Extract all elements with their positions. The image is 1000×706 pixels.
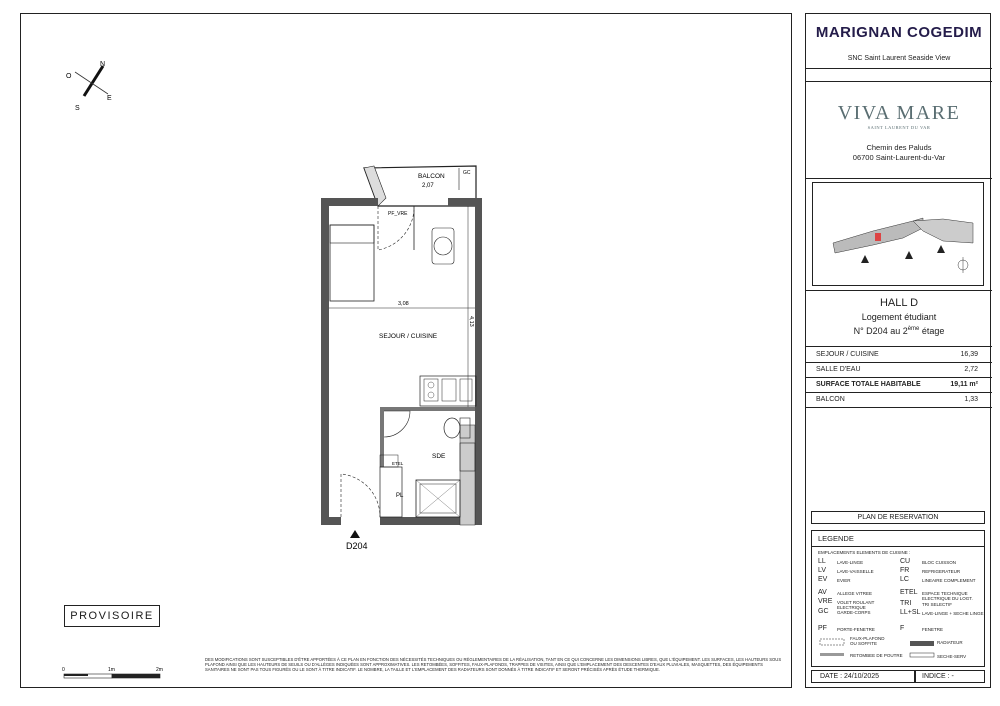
brand-left: MARIGNAN: [815, 24, 903, 41]
etel-label: ETEL: [392, 461, 404, 466]
compass-icon: [66, 61, 112, 112]
compass-e: E: [107, 95, 112, 102]
scale-bar: [62, 667, 163, 678]
company-name: SNC Saint Laurent Seaside View: [847, 55, 951, 62]
compass-o: O: [66, 73, 72, 80]
hall-title: HALL D: [879, 297, 919, 309]
walls: [321, 198, 482, 525]
keymap-drawing: [813, 183, 983, 285]
legend-title: LEGENDE: [818, 534, 854, 543]
surface-total-row: SURFACE TOTALE HABITABLE 19,11 m²: [816, 381, 978, 388]
title-block: [805, 13, 991, 688]
compass-n: N: [100, 61, 106, 68]
brand-logo: [806, 24, 992, 41]
balcony: [364, 166, 476, 217]
divider: [806, 68, 992, 69]
pf-label: PF_VRE: [388, 211, 408, 217]
legend-faux-plafond: FAUX-PLAFOND OU SOFFITE: [850, 636, 885, 646]
balcony-area: 2,07: [422, 183, 434, 189]
divider: [806, 290, 992, 291]
surface-row: BALCON 1,33: [816, 396, 978, 403]
plan-reservation-label: PLAN DE RESERVATION: [811, 511, 985, 524]
gc-label: GC: [463, 170, 471, 176]
lot-number: N° D204 au 2ème étage: [853, 326, 945, 336]
project-logo-sub: SAINT LAURENT DU VAR: [867, 125, 931, 130]
lot-type: Logement étudiant: [861, 312, 937, 322]
surface-row: SALLE D'EAU 2,72: [816, 366, 978, 373]
dim-height: 4,13: [468, 316, 474, 327]
scale-1: 1m: [108, 667, 115, 673]
indice-field: INDICE : -: [915, 670, 985, 683]
divider: [806, 346, 992, 347]
lot-label: D204: [346, 541, 368, 551]
scale-0: 0: [62, 667, 65, 673]
provisoire-stamp: PROVISOIRE: [64, 605, 160, 627]
disclaimer-text: DES MODIFICATIONS SONT SUSCEPTIBLES D'ÊTRE APPORTÉES À CE PLAN EN FONCTION DES NÉCESSITÉS TECHNIQUES OU RÉGLEMENTAIRES DE LA RÉALISATION, TANT EN CE QUI CONCERNE LES DIMENSIONS LIBRES, QUE L'ÉQUIPEMENT. LES SURFACES, LES HAUTEURS SOUS PLAFOND AINSI QUE LES HAUTEURS DE SEUILS OU D'ALLÈGES INDIQUÉES SONT APPROXIMATIVES. LES RETOMBÉES, SOFFITES, FAUX-PLAFONDS, TRAPPES DE VISITES, AINSI QUE L'EMPLACEMENT DES DESCENTES D'EAUX PLUVIALES, MASQUETTES, DES ÉQUIPEMENTS SANITAIRES NE SONT PAS TOUS FIGURÉS OU LE SONT À TITRE INDICATIF. LE NOMBRE, LA TAILLE ET L'EMPLACEMENT DES RADIATEURS SONT DONNÉS À TITRE INDICATIF ET SERONT PRÉCISÉS APRÈS ÉTUDE THERMIQUE.: [205, 657, 782, 672]
compass-s: S: [75, 105, 80, 112]
divider: [806, 81, 992, 82]
legend-box: LEGENDE EMPLACEMENTS ELEMENTS DE CUISINE : LL LAVE-LINGE LV LAVE-VAISSELLE EV EVIER AV ALLEGE VITREE VRE VOLET ROULANT ELECTRIQUE GC GARDE-CORPS PF PORTE-FENETRE CU BLOC CUISSON FR REFRIGERATEUR LC LINEAIRE COMPLEMENT ETEL ESPACE TECHNIQUE ELECTRIQUE DU LOGT. TRI TRI SELECTIF LL+SL LAVE-LINGE + SECHE LINGE F FENETRE FAUX-PLAFOND OU SOFFITE RADIATEUR RETOMBEE DE POUTRE SECHE-SERV: [811, 530, 985, 667]
dim-width: 3,08: [398, 301, 409, 307]
living-label: SEJOUR / CUISINE: [379, 333, 438, 340]
entry-arrow-icon: [350, 530, 360, 538]
balcony-label: BALCON: [418, 173, 445, 180]
brand-right: COGEDIM: [907, 24, 983, 41]
pl-label: PL: [396, 493, 404, 499]
project-logo: VIVA MARE: [837, 102, 961, 124]
date-field: DATE : 24/10/2025: [811, 670, 915, 683]
legend-seche-serv: SECHE-SERV: [937, 654, 967, 659]
location-keymap: [812, 182, 984, 286]
surface-row: SEJOUR / CUISINE 16,39: [816, 351, 978, 358]
address-line-2: 06700 Saint-Laurent-du-Var: [852, 153, 946, 162]
legend-retombee: RETOMBEE DE POUTRE: [850, 653, 903, 658]
divider: [806, 178, 992, 179]
legend-subtitle: EMPLACEMENTS ELEMENTS DE CUISINE :: [818, 550, 911, 555]
scale-2: 2m: [156, 667, 163, 673]
address-line-1: Chemin des Paluds: [866, 143, 932, 152]
sde-label: SDE: [432, 453, 446, 460]
legend-radiateur: RADIATEUR: [937, 640, 963, 645]
